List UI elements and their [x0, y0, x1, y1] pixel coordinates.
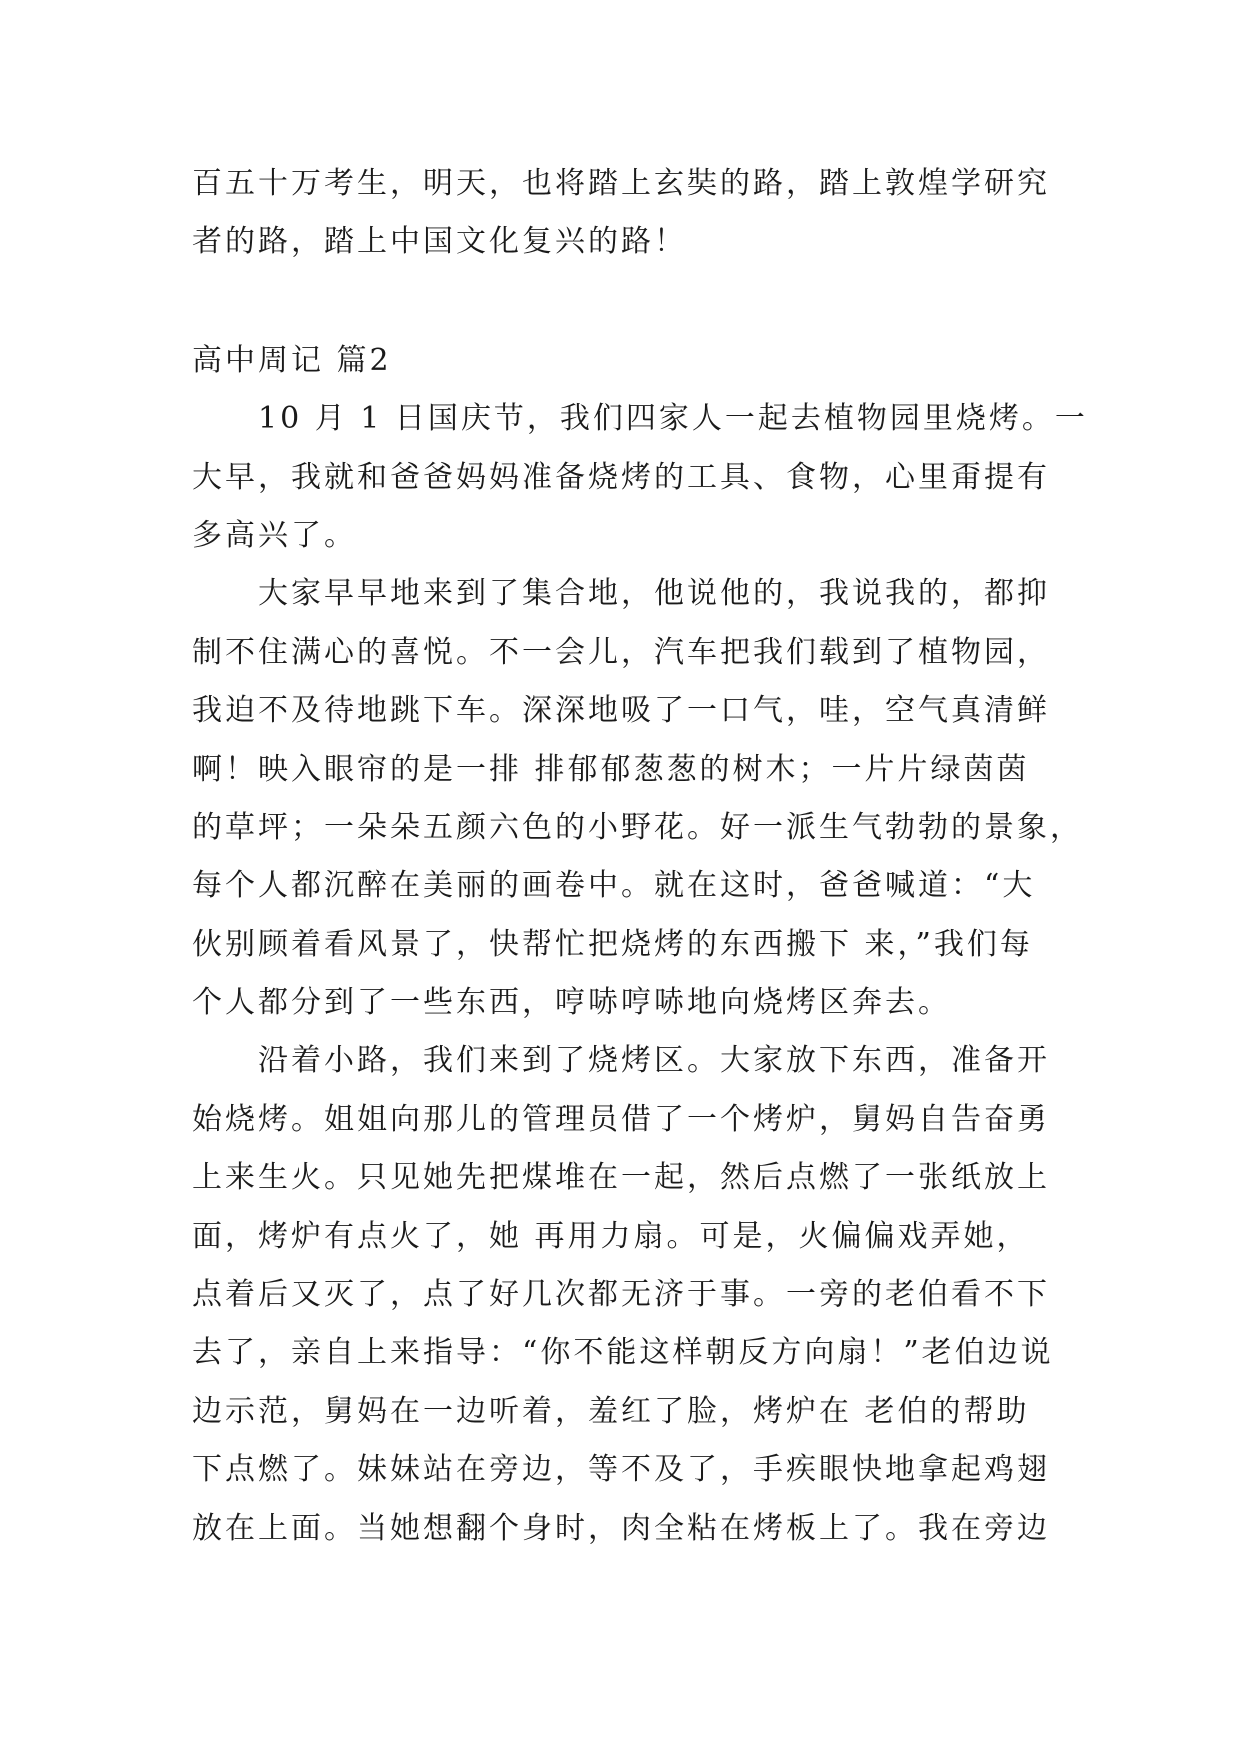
paragraph-3 [192, 1032, 1072, 1558]
paragraph-1 [192, 390, 1088, 565]
document-body [192, 155, 1088, 1558]
paragraph-line: 多高兴了。 [192, 517, 357, 553]
paragraph-line: 放在上面。当她想翻个身时，肉全粘在烤板上了。我在旁边 [192, 1510, 1050, 1546]
paragraph-line: 沿着小路，我们来到了烧烤区。大家放下东西，准备开 [258, 1043, 1050, 1079]
paragraph-line: 下点燃了。妹妹站在旁边，等不及了，手疾眼快地拿起鸡翅 [192, 1452, 1050, 1488]
paragraph-line: 每个人都沉醉在美丽的画卷中。就在这时，爸爸喊道：“大 [192, 868, 1036, 904]
paragraph-line: 的草坪；一朵朵五颜六色的小野花。好一派生气勃勃的景象， [192, 809, 1083, 845]
paragraph-line: 百五十万考生，明天，也将踏上玄奘的路，踏上敦煌学研究 [192, 166, 1050, 201]
paragraph-line: 个人都分到了一些东西，哼哧哼哧地向烧烤区奔去。 [192, 985, 951, 1021]
paragraph-line: 点着后又灭了，点了好几次都无济于事。一旁的老伯看不下 [192, 1277, 1050, 1313]
paragraph-line: 伙别顾着看风景了，快帮忙把烧烤的东西搬下 来，”我们每 [192, 926, 1033, 962]
paragraph-line: 制不住满心的喜悦。不一会儿，汽车把我们载到了植物园， [192, 634, 1050, 670]
paragraph-line: 10 月 1 日国庆节，我们四家人一起去植物园里烧烤。一 [258, 401, 1088, 437]
section-heading: 高中周记 篇2 [192, 342, 392, 378]
paragraph-line: 边示范，舅妈在一边听着，羞红了脸，烤炉在 老伯的帮助 [192, 1393, 1030, 1429]
paragraph-line: 去了，亲自上来指导：“你不能这样朝反方向扇！”老伯边说 [192, 1335, 1054, 1371]
paragraph-line: 大早，我就和爸爸妈妈准备烧烤的工具、食物，心里甭提有 [192, 459, 1050, 495]
paragraph-line: 我迫不及待地跳下车。深深地吸了一口气，哇，空气真清鲜 [192, 693, 1050, 729]
paragraph-line: 啊！映入眼帘的是一排 排郁郁葱葱的树木；一片片绿茵茵 [192, 751, 1030, 787]
continuation-paragraph [192, 155, 1072, 272]
paragraph-line: 大家早早地来到了集合地，他说他的，我说我的，都抑 [258, 576, 1050, 612]
paragraph-line: 始烧烤。姐姐向那儿的管理员借了一个烤炉，舅妈自告奋勇 [192, 1101, 1050, 1137]
paragraph-line: 者的路，踏上中国文化复兴的路！ [192, 224, 687, 260]
paragraph-2 [192, 565, 1083, 1032]
paragraph-line: 面，烤炉有点火了，她 再用力扇。可是，火偏偏戏弄她， [192, 1218, 1030, 1254]
paragraph-line: 上来生火。只见她先把煤堆在一起，然后点燃了一张纸放上 [192, 1160, 1050, 1196]
